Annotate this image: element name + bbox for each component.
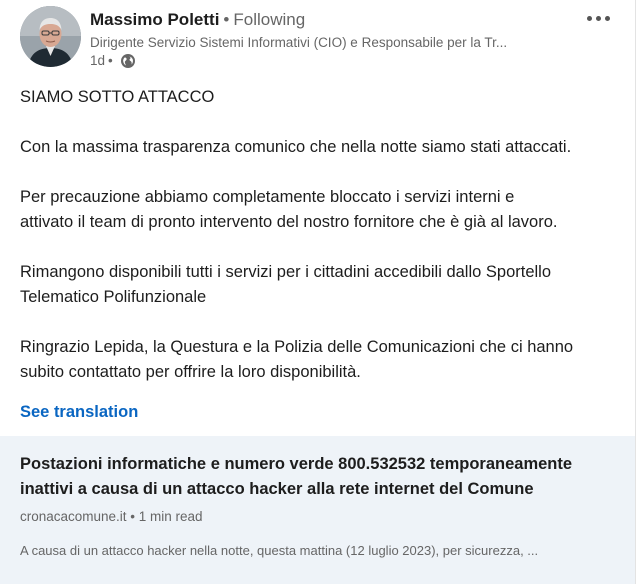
avatar-portrait-icon bbox=[20, 6, 81, 67]
post-header bbox=[0, 0, 635, 78]
author-avatar[interactable] bbox=[20, 6, 81, 67]
link-preview-snippet: A causa di un attacco hacker nella notte, questa mattina (12 luglio 2023), per sicurezza, ... bbox=[20, 543, 539, 558]
see-translation-link[interactable]: See translation bbox=[20, 403, 139, 421]
follow-status: Following bbox=[233, 10, 306, 29]
link-preview-source: cronacacomune.it • 1 min read bbox=[20, 509, 203, 524]
globe-icon bbox=[120, 53, 136, 69]
author-name[interactable]: Massimo Poletti bbox=[90, 10, 220, 29]
post-paragraph-4: Rimangono disponibili tutti i servizi per i cittadini accedibili dallo Sportello Telematico Polifunzionale bbox=[20, 263, 552, 306]
author-name-line bbox=[90, 9, 305, 31]
post-body bbox=[20, 85, 610, 410]
post-paragraph-1: SIAMO SOTTO ATTACCO bbox=[20, 88, 215, 106]
time-separator: • bbox=[108, 53, 113, 68]
post-meta bbox=[90, 52, 136, 70]
author-headline: Dirigente Servizio Sistemi Informativi (CIO) e Responsabile per la Tr... bbox=[90, 35, 508, 50]
post-time: 1d bbox=[90, 53, 106, 68]
name-separator: • bbox=[223, 10, 230, 29]
link-preview-card[interactable] bbox=[0, 436, 635, 584]
post-paragraph-2: Con la massima trasparenza comunico che nella notte siamo stati attaccati. bbox=[20, 138, 572, 156]
post-paragraph-5: Ringrazio Lepida, la Questura e la Polizia delle Comunicazioni che ci hanno subito contattato per offrire la loro disponibilità. bbox=[20, 338, 574, 381]
link-preview-title[interactable]: Postazioni informatiche e numero verde 800.532532 temporaneamente inattivi a causa di un attacco hacker alla rete internet del Comune bbox=[20, 455, 573, 498]
post-paragraph-3: Per precauzione abbiamo completamente bloccato i servizi interni e attivato il team di pronto intervento del nostro fornitore che è già al lavoro. bbox=[20, 188, 558, 231]
more-options-icon[interactable] bbox=[583, 8, 613, 28]
